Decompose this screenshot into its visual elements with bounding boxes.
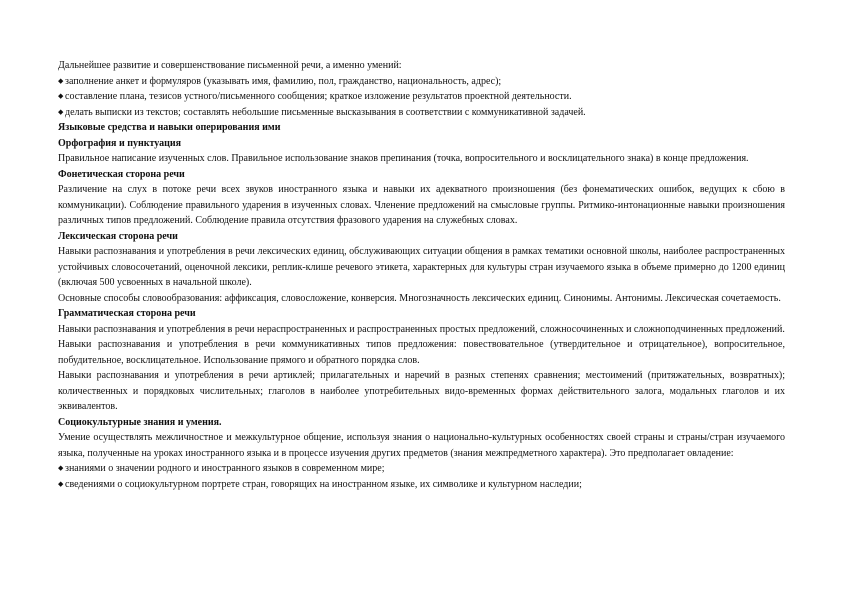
grammar-paragraph-2: Навыки распознавания и употребления в речи коммуникативных типов предложения: повествовательное (утвердительное и отрицательное), вопросительное, побудительное, восклицательное. Использование прямого и обратного порядка слов. — [58, 339, 785, 366]
section-heading-phonetics: Фонетическая сторона речи — [58, 168, 185, 180]
list-item: ◆ сведениями о социокультурном портрете стран, говорящих на иностранном языке, их символике и культурном наследии; — [58, 477, 785, 493]
grammar-paragraph-3: Навыки распознавания и употребления в речи артиклей; прилагательных и наречий в разных степенях сравнения; местоимений (притяжательных, возвратных); количественных и порядковых числительных; глаголов в наиболее употребительных видо-временных формах действительного залога, модальных глаголов и их эквивалентов. — [58, 370, 785, 412]
section-heading-grammar: Грамматическая сторона речи — [58, 308, 196, 319]
diamond-bullet-icon: ◆ — [58, 92, 64, 100]
grammar-paragraph-1: Навыки распознавания и употребления в речи нераспространенных и распространенных простых предложений, сложносочиненных и сложноподчиненных предложений. — [58, 323, 785, 335]
list-item: ◆ составление плана, тезисов устного/письменного сообщения; краткое изложение результатов проектной деятельности. — [58, 89, 785, 105]
orthography-paragraph: Правильное написание изученных слов. Правильное использование знаков препинания (точка, вопросительного и восклицательного знака) в конце предложения. — [58, 153, 749, 164]
intro-text: Дальнейшее развитие и совершенствование письменной речи, а именно умений: — [58, 60, 402, 71]
lexis-paragraph-2: Основные способы словообразования: аффиксация, словосложение, конверсия. Многозначность лексических единиц. Синонимы. Антонимы. Лексическая сочетаемость. — [58, 292, 781, 304]
sociocultural-paragraph: Умение осуществлять межличностное и межкультурное общение, используя знания о национально-культурных особенностях своей страны и страны/стран изучаемого языка, полученные на уроках иностранного языка и в процессе изучения других предметов (знания межпредметного характера). Это предполагает овладение: — [58, 432, 785, 459]
phonetics-paragraph: Различение на слух в потоке речи всех звуков иностранного языка и навыки их адекватного произношения (без фонематических ошибок, ведущих к сбою в коммуникации). Соблюдение правильного ударения в изученных словах. Членение предложений на смысловые группы. Ритмико-интонационные навыки произношения различных типов предложений. Соблюдение правила отсутствия фразового ударения на служебных словах. — [58, 184, 785, 226]
section-heading-lexis: Лексическая сторона речи — [58, 230, 178, 242]
diamond-bullet-icon: ◆ — [58, 479, 64, 488]
diamond-bullet-icon: ◆ — [58, 107, 64, 116]
list-item: ◆ заполнение анкет и формуляров (указывать имя, фамилию, пол, гражданство, национальность, адрес); — [58, 74, 785, 90]
diamond-bullet-icon: ◆ — [58, 464, 64, 472]
list-item: ◆ делать выписки из текстов; составлять небольшие письменные высказывания в соответствии с коммуникативной задачей. — [58, 105, 785, 121]
diamond-bullet-icon: ◆ — [58, 76, 64, 85]
section-heading-orthography: Орфография и пунктуация — [58, 137, 182, 149]
lexis-paragraph-1: Навыки распознавания и употребления в речи лексических единиц, обслуживающих ситуации общения в рамках тематики основной школы, наиболее распространенных устойчивых словосочетаний, оценочной лексики, реплик-клише речевого этикета, характерных для культуры стран изучаемого языка в объеме примерно до 1200 единиц (включая 500 усвоенных в начальной школе). — [58, 246, 785, 288]
section-heading-sociocultural: Социокультурные знания и умения. — [58, 416, 222, 428]
list-item: ◆ знаниями о значении родного и иностранного языков в современном мире; — [58, 461, 785, 477]
section-heading-language-means: Языковые средства и навыки оперирования ими — [58, 122, 281, 133]
